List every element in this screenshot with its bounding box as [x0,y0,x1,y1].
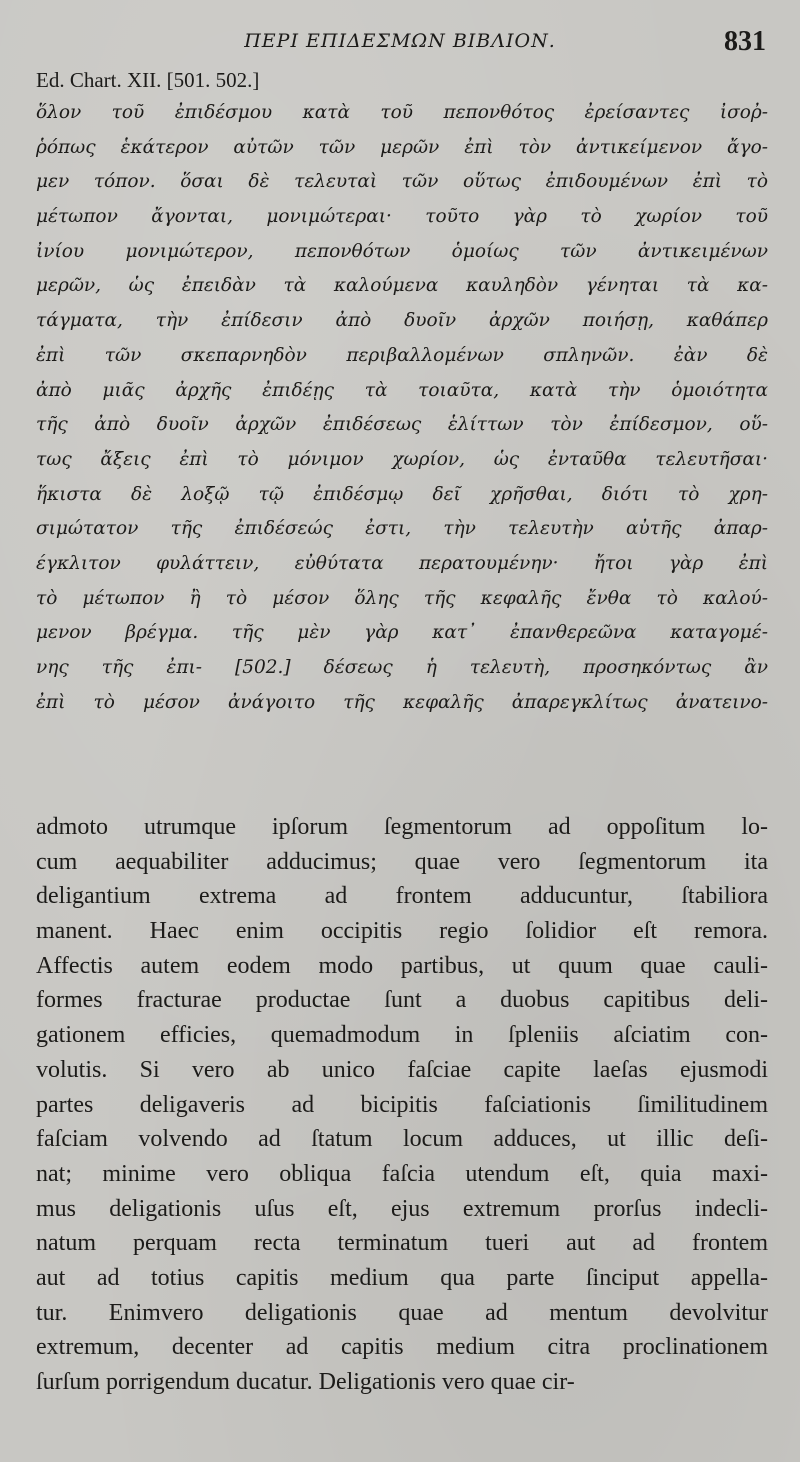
edition-reference: Ed. Chart. XII. [501. 502.] [36,68,260,92]
greek-text-line: σιμώτατον τῆς ἐπιδέσεώς ἐστι, τὴν τελευτὴν αὐτῆς ἀπαρ- [36,518,768,540]
latin-text-line: admoto utrumque ipſorum ſegmentorum ad oppoſitum lo- [36,814,768,840]
running-head-title: ΠΕΡΙ ΕΠΙΔΕΣΜΩΝ ΒΙΒΛΙΟΝ. [244,30,556,52]
latin-text-line: deligantium extrema ad frontem adducuntur, ſtabiliora [36,883,768,910]
latin-text-line: tur. Enimvero deligationis quae ad mentum devolvitur [36,1299,768,1326]
greek-text-line: μεν τόπον. ὅσαι δὲ τελευταὶ τῶν οὕτως ἐπιδουμένων ἐπὶ τὸ [36,171,768,193]
greek-text-line: μερῶν, ὡς ἐπειδὰν τὰ καλούμενα καυληδὸν γένηται τὰ κα- [36,275,768,297]
greek-text-line: ἥκιστα δὲ λοξῷ τῷ ἐπιδέσμῳ δεῖ χρῆσθαι, διότι τὸ χρη- [36,483,768,505]
greek-text-line: ἰνίου μονιμώτερον, πεπονθότων ὁμοίως τῶν ἀντικειμένων [36,240,768,262]
greek-text-line: ἀπὸ μιᾶς ἀρχῆς ἐπιδέῃς τὰ τοιαῦτα, κατὰ τὴν ὁμοιότητα [36,379,768,401]
latin-text-line: Affectis autem eodem modo partibus, ut quum quae cauli- [36,952,768,979]
greek-text-line: μέτωπον ἄγονται, μονιμώτεραι· τοῦτο γὰρ τὸ χωρίον τοῦ [36,206,768,228]
latin-text-line: formes fracturae productae ſunt a duobus capitibus deli- [36,987,768,1014]
latin-text-line: ſurſum porrigendum ducatur. Deligationis vero quae cir- [36,1369,575,1395]
greek-text-line: τὸ μέτωπον ἢ τὸ μέσον ὅλης τῆς κεφαλῆς ἔνθα τὸ καλού- [36,587,768,609]
latin-text-line: manent. Haec enim occipitis regio ſolidior eſt remora. [36,918,768,945]
latin-text-line: cum aequabiliter adducimus; quae vero ſegmentorum ita [36,848,768,875]
latin-text-line: volutis. Si vero ab unico faſciae capite laeſas ejusmodi [36,1056,768,1083]
latin-text-line: natum perquam recta terminatum tueri aut ad frontem [36,1230,768,1257]
latin-text-block [36,810,768,1400]
latin-text-line: extremum, decenter ad capitis medium citra proclinationem [36,1334,768,1361]
greek-text-line: μενον βρέγμα. τῆς μὲν γὰρ κατ᾽ ἐπανθερεῶνα καταγομέ- [36,622,768,644]
greek-text-block [36,96,768,720]
latin-text-line: partes deligaveris ad bicipitis faſciationis ſimilitudinem [36,1091,768,1118]
latin-text-line: gationem efficies, quemadmodum in ſpleniis aſciatim con- [36,1022,768,1049]
latin-text-line: nat; minime vero obliqua faſcia utendum eſt, quia maxi- [36,1160,768,1187]
latin-text-line: mus deligationis uſus eſt, ejus extremum prorſus indecli- [36,1195,768,1222]
greek-text-line: ὅλον τοῦ ἐπιδέσμου κατὰ τοῦ πεπονθότος ἐρείσαντες ἰσοῤ- [36,102,768,123]
page-number: 831 [724,26,766,57]
greek-text-line: τῆς ἀπὸ δυοῖν ἀρχῶν ἐπιδέσεως ἑλίττων τὸν ἐπίδεσμον, οὕ- [36,414,768,436]
greek-text-line: νης τῆς ἐπι- [502.] δέσεως ἡ τελευτὴ, προσηκόντως ἂν [36,657,768,678]
greek-text-line: ἐπὶ τῶν σκεπαρνηδὸν περιβαλλομένων σπληνῶν. ἐὰν δὲ [36,344,768,366]
greek-text-line: ἐπὶ τὸ μέσον ἀνάγοιτο τῆς κεφαλῆς ἀπαρεγκλίτως ἀνατεινο- [36,691,768,713]
greek-text-line: ῥόπως ἑκάτερον αὐτῶν τῶν μερῶν ἐπὶ τὸν ἀντικείμενον ἄγο- [36,136,768,158]
latin-text-line: aut ad totius capitis medium qua parte ſinciput appella- [36,1264,768,1291]
latin-text-line: faſciam volvendo ad ſtatum locum adduces, ut illic deſi- [36,1126,768,1153]
greek-text-line: τάγματα, τὴν ἐπίδεσιν ἀπὸ δυοῖν ἀρχῶν ποιήσῃ, καθάπερ [36,310,768,332]
greek-text-line: τως ἄξεις ἐπὶ τὸ μόνιμον χωρίον, ὡς ἐνταῦθα τελευτῆσαι· [36,448,768,470]
greek-text-line: έγκλιτον φυλάττειν, εὐθύτατα περατουμένην· ἤτοι γὰρ ἐπὶ [36,552,768,574]
